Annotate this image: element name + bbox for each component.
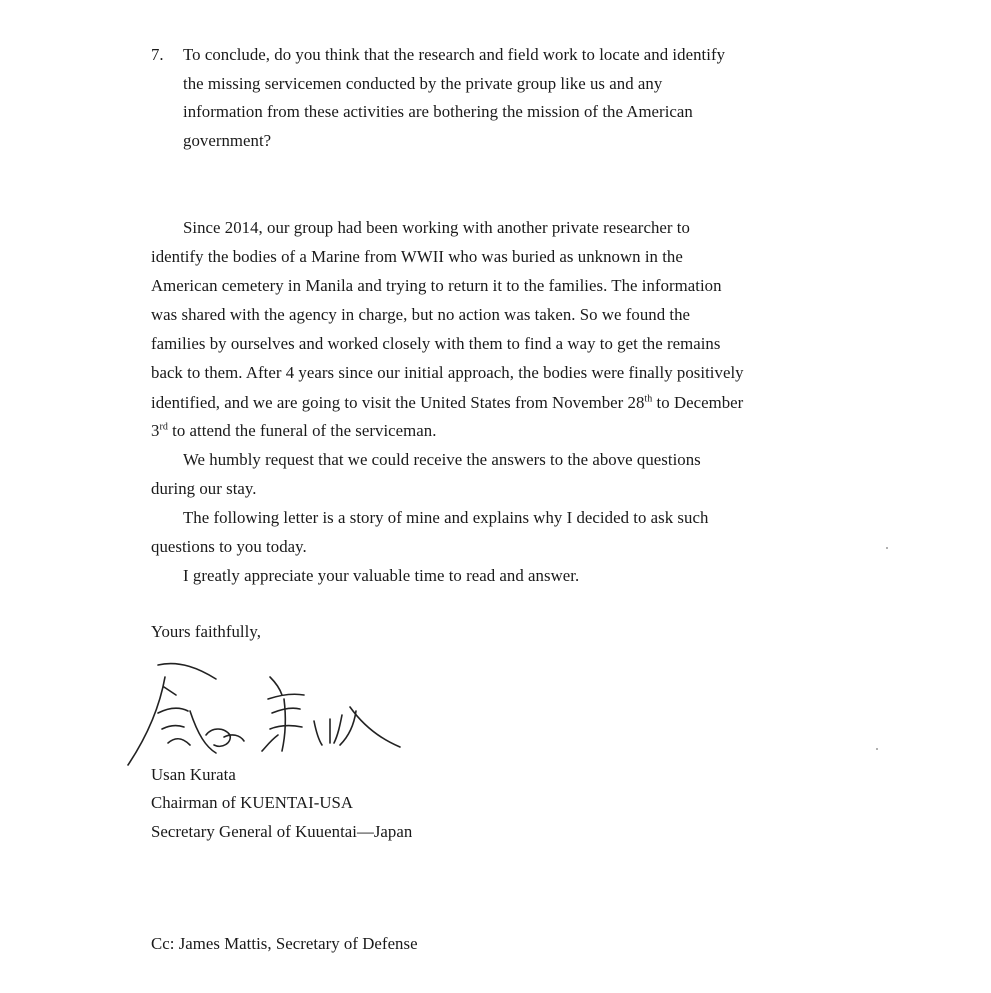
paragraph2-line-1: We humbly request that we could receive the answers to the above questions <box>183 450 701 469</box>
handwritten-signature <box>120 655 410 770</box>
signer-title-2: Secretary General of Kuuentai—Japan <box>151 822 413 841</box>
question-line-4: government? <box>183 131 272 150</box>
paragraph1-line-8-pre: 3 <box>151 421 160 440</box>
scan-speck <box>876 748 878 750</box>
superscript-th: th <box>644 393 653 405</box>
paragraph1-line-7-pre: identified, and we are going to visit the United States from November 28 <box>151 393 645 412</box>
question-line-1: To conclude, do you think that the research and field work to locate and identify <box>183 45 726 64</box>
signer-title-1: Chairman of KUENTAI-USA <box>151 793 354 812</box>
scan-speck <box>886 547 888 549</box>
closing-salutation: Yours faithfully, <box>151 622 261 641</box>
paragraph3-line-1: The following letter is a story of mine and explains why I decided to ask such <box>183 508 709 527</box>
paragraph1-line-1: Since 2014, our group had been working with another private researcher to <box>183 218 690 237</box>
paragraph3-line-2: questions to you today. <box>151 537 307 556</box>
signer-name: Usan Kurata <box>151 765 236 784</box>
paragraph1-line-4: was shared with the agency in charge, but no action was taken. So we found the <box>151 305 691 324</box>
question-number: 7. <box>151 45 164 64</box>
paragraph2-line-2: during our stay. <box>151 479 257 498</box>
paragraph1-line-7-post: to December <box>652 393 744 412</box>
cc-line: Cc: James Mattis, Secretary of Defense <box>151 934 418 953</box>
paragraph1-line-2: identify the bodies of a Marine from WWII who was buried as unknown in the <box>151 247 683 266</box>
paragraph1-line-5: families by ourselves and worked closely with them to find a way to get the remains <box>151 334 721 353</box>
superscript-rd: rd <box>159 421 168 433</box>
paragraph4-line-1: I greatly appreciate your valuable time to read and answer. <box>183 566 580 585</box>
question-line-3: information from these activities are bothering the mission of the American <box>183 102 693 121</box>
question-line-2: the missing servicemen conducted by the private group like us and any <box>183 74 663 93</box>
paragraph1-line-8 <box>151 421 436 441</box>
paragraph1-line-8-post: to attend the funeral of the serviceman. <box>167 421 437 440</box>
paragraph1-line-6: back to them. After 4 years since our initial approach, the bodies were finally positively <box>151 363 744 382</box>
paragraph1-line-3: American cemetery in Manila and trying to return it to the families. The information <box>151 276 722 295</box>
paragraph1-line-7 <box>151 393 743 413</box>
